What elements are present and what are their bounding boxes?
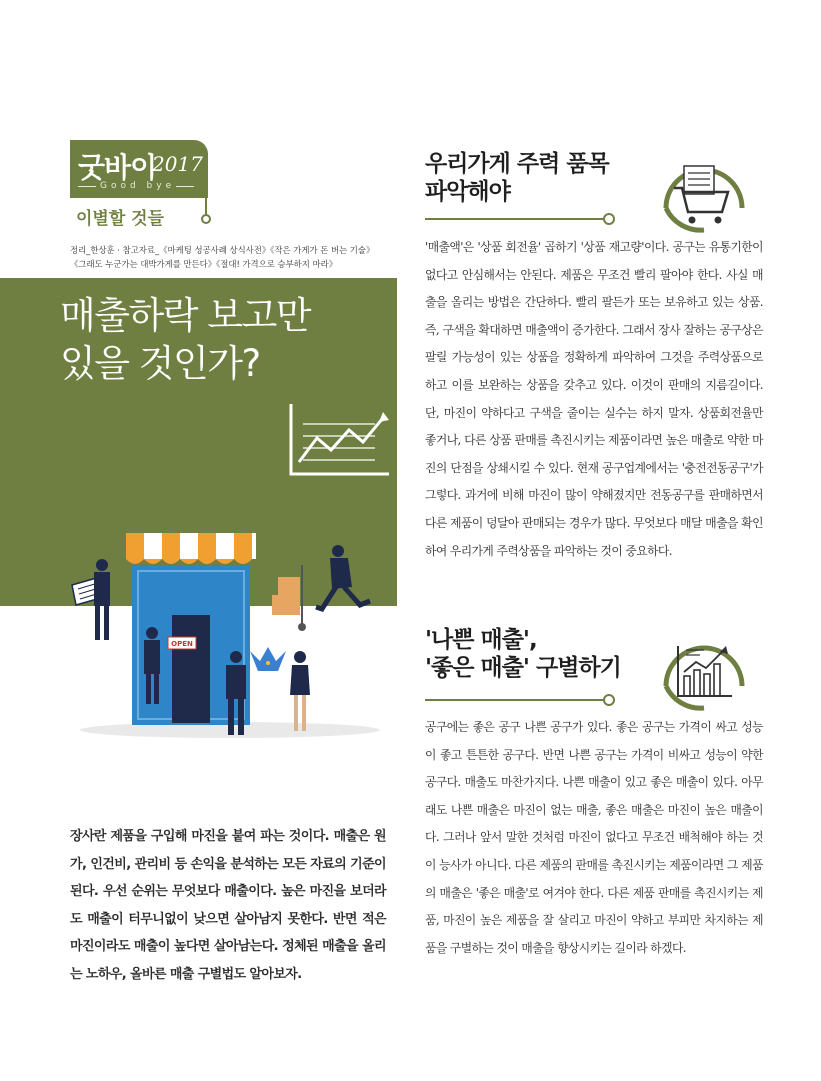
person-right (290, 651, 310, 731)
hero-title-line-1: 매출하락 보고만 (60, 294, 310, 337)
store-illustration (60, 525, 400, 740)
section2-title-line-1: '나쁜 매출', (425, 627, 537, 653)
section2-body: 공구에는 좋은 공구 나쁜 공구가 있다. 좋은 공구는 가격이 싸고 성능이 좋고 튼튼한 공구다. 반면 나쁜 공구는 가격이 비싸고 성능이 약한 공구다. 매출도 마찬가지다. 나쁜 매출이 있고 좋은 매출이 있다. 아무래도 나쁜 매출은 마진이 없는 매출, 좋은 매출은 마진이 높은 매출이다. 그러나 앞서 말한 것처럼 마진이 없다고 무조건 배척해야 하는 것이 능사가 아니다. 다른 제품의 판매를 촉진시키는 제품이라면 그 제품의 매출은 '좋은 매출'로 여겨야 한다. 다른 제품 판매를 촉진시키는 제품, 마진이 높은 제품을 잘 살리고 마진이 약하고 부피만 차지하는 제품을 구별하는 것이 매출을 향상시키는 길이라 하겠다. (425, 720, 763, 955)
section2-title (425, 626, 621, 682)
section1-rule (425, 218, 605, 220)
intro-paragraph: 장사란 제품을 구입해 마진을 붙여 파는 것이다. 매출은 원가, 인건비, 관리비 등 손익을 분석하는 모든 자료의 기준이 된다. 우선 순위는 무엇보다 매출이다. 높은 마진을 보더라도 매출이 터무니없이 낮으면 살아남지 못한다. 반면 적은 마진이라도 매출이 높다면 살아남는다. 정체된 매출을 올리는 노하우, 올바른 매출 구별법도 알아보자. (70, 829, 386, 982)
series-subtitle: 이별할 것들 (76, 209, 165, 229)
section1-title (425, 150, 609, 206)
section1-title-line-1: 우리가게 주력 품목 (425, 151, 609, 177)
person-cart (272, 545, 370, 631)
section1-body: '매출액'은 '상품 회전율' 곱하기 '상품 재고량'이다. 공구는 유통기한이 없다고 안심해서는 안된다. 제품은 무조건 빨리 팔아야 한다. 사실 매출을 올리는 방법은 간단하다. 빨리 팔든가 또는 보유하고 있는 상품. 즉, 구색을 확대하면 매출액이 증가한다. 그래서 장사 잘하는 공구상은 팔릴 가능성이 있는 상품을 정확하게 파악하여 그것을 주력상품으로 하고 이를 보완하는 상품을 갖추고 있다. 이것이 판매의 지름길이다. 단, 마진이 약하다고 구색을 줄이는 실수는 하지 말자. 상품회전율만 좋거나, 다른 상품 판매를 촉진시키는 제품이라면 높은 매출로 약한 마진의 단점을 상쇄시킬 수 있다. 현재 공구업계에서는 '충전전동공구'가 그렇다. 과거에 비해 마진이 많이 약해졌지만 전동공구를 판매하면서 다른 제품이 덩달아 판매되는 경우가 많다. 무엇보다 매달 매출을 확인하여 우리가게 주력상품을 파악하는 것이 중요하다. (425, 240, 763, 558)
section2-title-line-2: '좋은 매출' 구별하기 (425, 655, 621, 681)
trend-chart-icon (283, 400, 393, 480)
section1-title-line-2: 파악해야 (425, 179, 510, 205)
bar-chart-icon (660, 626, 748, 714)
section2-rule-dot (603, 694, 615, 706)
credits (70, 243, 400, 271)
section1-rule-dot (603, 213, 615, 225)
hero-title (60, 292, 390, 388)
crown-icon (250, 647, 286, 671)
badge-hook-dot (201, 214, 211, 224)
badge-divider-right (176, 186, 194, 187)
awning (126, 533, 256, 564)
hero-title-line-2: 있을 것인가? (60, 342, 260, 385)
open-sign: OPEN (171, 640, 193, 648)
series-year: 2017 (152, 152, 203, 176)
shopping-cart-icon (660, 148, 748, 236)
series-english: Good bye (100, 181, 176, 191)
person-left (94, 559, 110, 640)
series-title: 굿바이 (78, 151, 157, 184)
badge-hook (205, 168, 207, 218)
credits-line-1: 정리_한상훈 · 참고자료_《마케팅 성공사례 상식사전》《작은 가게가 돈 버는 기술》 (70, 245, 375, 255)
section2-rule (425, 699, 605, 701)
credits-line-2: 《그래도 누군가는 대박가게를 만든다》《절대! 가격으로 승부하지 마라》 (70, 259, 338, 269)
badge-divider-left (78, 186, 96, 187)
